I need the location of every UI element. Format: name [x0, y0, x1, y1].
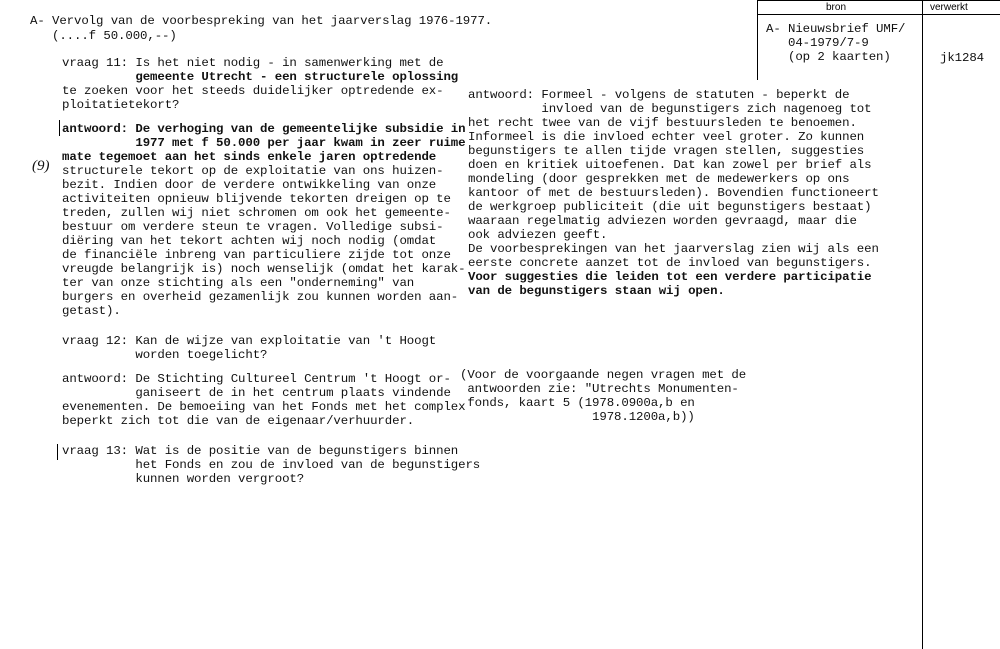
margin-bar-2 — [57, 444, 58, 460]
bron-line-1: A- Nieuwsbrief UMF/ — [766, 22, 906, 36]
bron-line-3: (op 2 kaarten) — [766, 50, 891, 64]
a12-line: ganiseert de in het centrum plaats vindende — [62, 386, 451, 400]
note-line: fonds, kaart 5 (1978.0900a,b en — [460, 396, 695, 410]
a11-line: burgers en overheid gezamenlijk zou kunnen worden aan- — [62, 290, 459, 304]
a13-line: het recht twee van de vijf bestuursleden te benoemen. — [468, 116, 857, 130]
verwerkt-code: jk1284 — [940, 51, 985, 65]
q13-line: vraag 13: Wat is de positie van de begunstigers binnen — [62, 444, 459, 458]
a13-line: kantoor of met de bestuursleden). Bovendien functioneert — [468, 186, 879, 200]
q11-line: te zoeken voor het steeds duidelijker optredende ex- — [62, 84, 444, 98]
title-line-2: (....f 50.000,--) — [30, 29, 177, 43]
a11-line: diëring van het tekort achten wij noch nodig (omdat — [62, 234, 437, 248]
a12-line: beperkt zich tot die van de eigenaar/verhuurder. — [62, 414, 415, 428]
a13-line: antwoord: Formeel - volgens de statuten - beperkt de — [468, 88, 850, 102]
header-divider — [757, 14, 1000, 15]
a11-line: activiteiten opnieuw blijvende tekorten dreigen op te — [62, 192, 451, 206]
a13-line: invloed van de begunstigers zich nagenoeg tot — [468, 102, 872, 116]
margin-note: (9) — [32, 158, 50, 174]
a13-line: mondeling (door gesprekken met de medewerkers op ons — [468, 172, 850, 186]
a11-line: 1977 met f 50.000 per jaar kwam in zeer ruime — [62, 136, 466, 150]
note-line: antwoorden zie: "Utrechts Monumenten- — [460, 382, 739, 396]
a13-line: eerste concrete aanzet tot de invloed van begunstigers. — [468, 256, 872, 270]
a13-line: doen en kritiek uitoefenen. Dat kan zowel per brief als — [468, 158, 872, 172]
a11-line: bezit. Indien door de verdere ontwikkeling van onze — [62, 178, 437, 192]
a11-line: bestuur om verdere steun te vragen. Volledige subsi- — [62, 220, 444, 234]
a11-line: de financiële inbreng van particuliere zijde tot onze — [62, 248, 451, 262]
a11-line: treden, zullen wij niet schromen om ook het gemeente- — [62, 206, 451, 220]
q13-line: het Fonds en zou de invloed van de begunstigers — [62, 458, 481, 472]
a11-line: getast). — [62, 304, 121, 318]
a11-line: mate tegemoet aan het sinds enkele jaren optredende — [62, 150, 437, 164]
q11-line: vraag 11: Is het niet nodig - in samenwerking met de — [62, 56, 444, 70]
a11-line: vreugde belangrijk is) noch wenselijk (omdat het karak- — [62, 262, 466, 276]
a13-line: waaraan regelmatig adviezen worden gevraagd, maar die — [468, 214, 857, 228]
note-line: (Voor de voorgaande negen vragen met de — [460, 368, 747, 382]
a13-line: De voorbesprekingen van het jaarverslag zien wij als een — [468, 242, 879, 256]
a13-line: Informeel is die invloed echter veel groter. Zo kunnen — [468, 130, 865, 144]
margin-bar-1 — [59, 120, 60, 136]
a11-line: structurele tekort op de exploitatie van ons huizen- — [62, 164, 444, 178]
bron-line-2: 04-1979/7-9 — [766, 36, 869, 50]
a13-line: Voor suggesties die leiden tot een verdere participatie — [468, 270, 872, 284]
a11-line: ter van onze stichting als een "onderneming" van — [62, 276, 415, 290]
title-line-1: A- Vervolg van de voorbespreking van het jaarverslag 1976-1977. — [30, 14, 493, 28]
bron-header: bron — [826, 2, 847, 13]
a13-line: begunstigers te allen tijde vragen stellen, suggesties — [468, 144, 865, 158]
a13-line: de werkgroep publiciteit (die uit begunstigers bestaat) — [468, 200, 872, 214]
a11-line: antwoord: De verhoging van de gemeentelijke subsidie in — [62, 122, 466, 136]
a12-line: evenementen. De bemoeiing van het Fonds met het complex — [62, 400, 466, 414]
a13-line: ook adviezen geeft. — [468, 228, 608, 242]
header-top-border — [757, 0, 1000, 1]
a13-line: van de begunstigers staan wij open. — [468, 284, 725, 298]
q11-line: ploitatietekort? — [62, 98, 180, 112]
q12-line: vraag 12: Kan de wijze van exploitatie van 't Hoogt — [62, 334, 437, 348]
verwerkt-left-border — [922, 0, 923, 649]
bron-left-border — [757, 0, 758, 80]
q13-line: kunnen worden vergroot? — [62, 472, 305, 486]
note-line: 1978.1200a,b)) — [460, 410, 695, 424]
a12-line: antwoord: De Stichting Cultureel Centrum 't Hoogt or- — [62, 372, 451, 386]
q11-line: gemeente Utrecht - een structurele oplossing — [62, 70, 459, 84]
q12-line: worden toegelicht? — [62, 348, 268, 362]
verwerkt-header: verwerkt — [930, 2, 968, 13]
